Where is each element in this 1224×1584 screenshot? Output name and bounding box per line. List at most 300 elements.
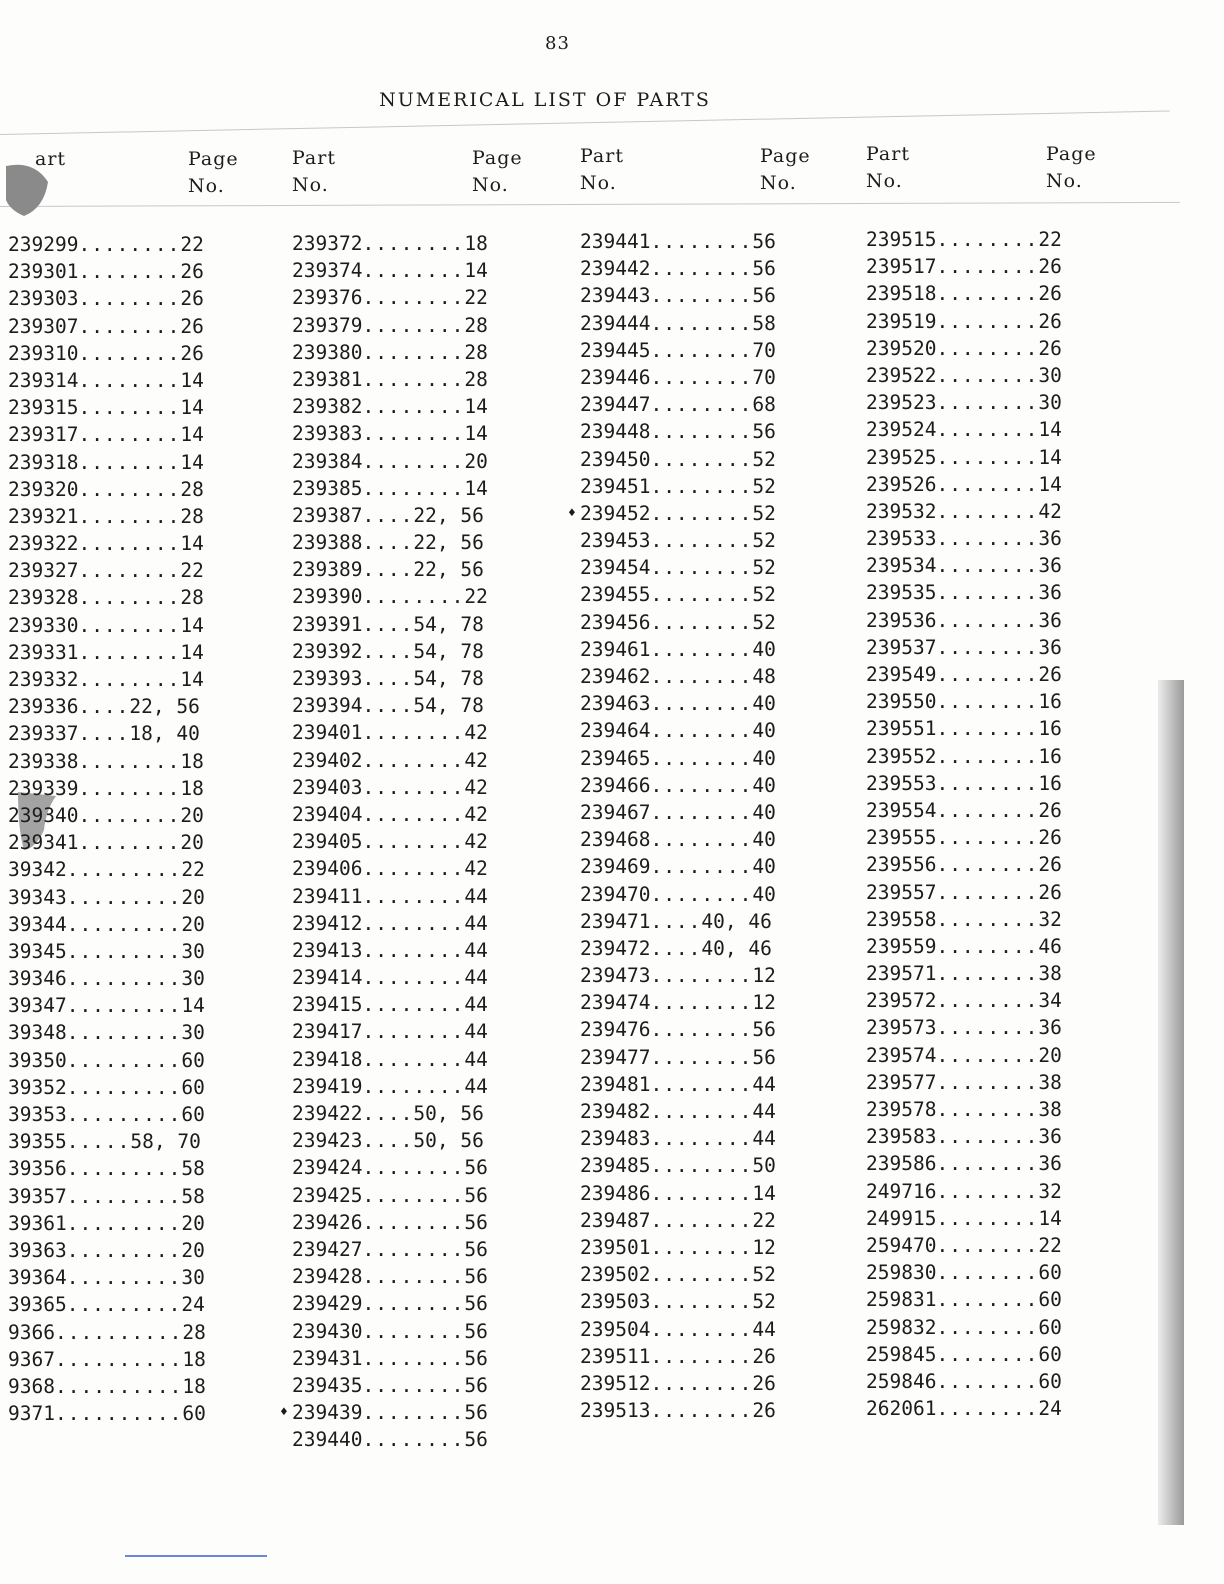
leader-dots: ........ <box>362 476 465 500</box>
header-part: Part No. <box>580 145 624 194</box>
list-item <box>580 853 842 880</box>
part-number: 239425 <box>292 1183 363 1207</box>
page-reference: 56 <box>752 257 776 281</box>
page-reference: 44 <box>752 1317 776 1341</box>
leader-dots: ........ <box>650 719 753 743</box>
leader-dots: ........ <box>362 1292 465 1316</box>
list-item <box>866 1042 1128 1069</box>
page-reference: 44 <box>464 911 488 935</box>
part-number: 239452 <box>580 501 651 525</box>
leader-dots: .......... <box>54 1402 183 1426</box>
list-item <box>292 1345 554 1372</box>
page-reference: 28 <box>180 477 204 501</box>
list-item <box>292 502 554 529</box>
page-reference: 36 <box>1038 635 1062 659</box>
list-item <box>8 340 270 367</box>
part-number: 259846 <box>866 1369 937 1393</box>
leader-dots: ........ <box>362 1319 465 1343</box>
list-item <box>8 1346 270 1373</box>
parts-list <box>866 226 1128 1422</box>
page-reference: 42 <box>1038 499 1062 523</box>
part-number: 239574 <box>866 1043 937 1067</box>
leader-dots: ........ <box>78 776 181 800</box>
part-number: 239572 <box>866 989 937 1013</box>
list-item <box>580 1288 842 1315</box>
part-number: 239327 <box>8 559 79 583</box>
part-number: 239328 <box>8 586 79 610</box>
part-number: 239502 <box>580 1263 651 1287</box>
part-number: 9367 <box>8 1347 55 1371</box>
list-item <box>866 661 1128 688</box>
page-reference: 14 <box>752 1181 776 1205</box>
leader-dots: .... <box>78 695 130 719</box>
page-reference: 28 <box>180 586 204 610</box>
part-number: 239402 <box>292 748 363 772</box>
leader-dots: ........ <box>78 504 181 528</box>
leader-dots: .... <box>362 612 414 636</box>
page-reference: 20 <box>181 885 205 909</box>
part-number: 39347 <box>8 994 67 1018</box>
leader-dots: ........ <box>936 445 1039 469</box>
list-item <box>866 416 1128 443</box>
leader-dots: ........ <box>78 368 181 392</box>
list-item <box>866 797 1128 824</box>
leader-dots: ........ <box>936 826 1039 850</box>
list-item <box>866 743 1128 770</box>
page-reference: 26 <box>1038 309 1062 333</box>
part-number: 239430 <box>292 1319 363 1343</box>
part-number: 239303 <box>8 287 79 311</box>
part-number: 239586 <box>866 1152 937 1176</box>
leader-dots: ........ <box>650 1100 753 1123</box>
list-item <box>292 1018 554 1045</box>
page-reference: 22, 56 <box>413 531 484 555</box>
part-number: 239553 <box>866 771 937 795</box>
page-reference: 68 <box>752 393 776 417</box>
page-reference: 14 <box>180 368 204 392</box>
part-number: 239389 <box>292 558 363 582</box>
part-number: 239414 <box>292 966 363 990</box>
page-reference: 44 <box>464 966 488 990</box>
list-item <box>580 473 842 500</box>
leader-dots: ........ <box>650 393 753 417</box>
part-number: 239448 <box>580 420 651 444</box>
leader-dots: ........ <box>362 938 465 962</box>
leader-dots: ........ <box>936 1261 1039 1285</box>
page-reference: 52 <box>752 501 776 525</box>
page-reference: 26 <box>1038 853 1062 877</box>
page-reference: 26 <box>1038 798 1062 822</box>
list-item <box>580 1125 842 1152</box>
page-reference: 28 <box>464 367 488 391</box>
leader-dots: ........ <box>362 259 465 283</box>
part-number: 239465 <box>580 746 651 770</box>
page-reference: 14 <box>180 668 204 691</box>
leader-dots: ......... <box>66 1075 182 1099</box>
leader-dots: ........ <box>650 501 753 525</box>
leader-dots: ........ <box>362 585 465 609</box>
column-4 <box>866 141 1128 1422</box>
part-number: 249915 <box>866 1206 937 1230</box>
page-reference: 50, 56 <box>413 1102 484 1125</box>
page-reference: 14 <box>181 994 205 1018</box>
page-reference: 44 <box>752 1072 776 1096</box>
part-number: 239469 <box>580 855 651 879</box>
list-item <box>866 226 1128 253</box>
list-item <box>8 1074 270 1101</box>
part-number: 39348 <box>8 1021 67 1045</box>
leader-dots: ........ <box>936 363 1039 387</box>
part-number: 239320 <box>8 477 79 501</box>
diamond-mark: ♦ <box>568 505 576 521</box>
leader-dots: ........ <box>650 1399 753 1423</box>
header-part: Part No. <box>866 143 910 192</box>
page-reference: 60 <box>1038 1342 1062 1366</box>
leader-dots: ......... <box>66 858 182 882</box>
list-item <box>866 933 1128 960</box>
leader-dots: ........ <box>936 1098 1039 1121</box>
part-number: 239403 <box>292 775 363 799</box>
leader-dots: ........ <box>936 1125 1039 1149</box>
page-reference: 14 <box>180 396 204 420</box>
leader-dots: ........ <box>936 934 1039 958</box>
part-number: 239394 <box>292 694 363 718</box>
page-reference: 30 <box>181 967 205 991</box>
page-reference: 38 <box>1038 1098 1062 1121</box>
page-reference: 44 <box>464 938 488 962</box>
part-number: 239445 <box>580 338 651 362</box>
page-reference: 18 <box>464 232 488 255</box>
list-item <box>866 1286 1128 1313</box>
part-number: 259832 <box>866 1315 937 1339</box>
leader-dots: ......... <box>66 994 182 1018</box>
leader-dots: ........ <box>362 1183 465 1207</box>
leader-dots: ........ <box>362 748 465 772</box>
list-item <box>580 1152 842 1179</box>
part-number: 239417 <box>292 1020 363 1044</box>
leader-dots: ........ <box>936 1070 1039 1094</box>
page-reference: 24 <box>181 1293 205 1317</box>
list-item <box>292 1073 554 1100</box>
leader-dots: .... <box>362 639 414 663</box>
leader-dots: ........ <box>78 423 181 447</box>
leader-dots: ........ <box>650 447 753 471</box>
leader-dots: .... <box>362 1102 414 1125</box>
list-item <box>8 313 270 340</box>
list-item <box>8 449 270 476</box>
part-number: 239314 <box>8 368 79 392</box>
part-number: 239477 <box>580 1045 651 1069</box>
leader-dots: ........ <box>936 663 1039 686</box>
leader-dots: ........ <box>650 1235 753 1259</box>
list-item <box>8 1400 270 1427</box>
leader-dots: ......... <box>66 1238 182 1262</box>
list-item <box>866 1395 1128 1422</box>
page-reference: 14 <box>464 395 488 419</box>
part-number: 239532 <box>866 499 937 523</box>
list-item <box>8 1019 270 1046</box>
leader-dots: ........ <box>362 1401 465 1425</box>
leader-dots: ........ <box>362 232 465 255</box>
part-number: 239427 <box>292 1237 363 1261</box>
list-item <box>866 879 1128 906</box>
leader-dots: ........ <box>78 532 181 556</box>
list-item <box>292 611 554 638</box>
part-number: 239525 <box>866 445 937 469</box>
part-number: 249716 <box>866 1179 937 1203</box>
part-number: 239464 <box>580 719 651 743</box>
list-item <box>866 389 1128 416</box>
leader-dots: ........ <box>78 668 181 691</box>
page-reference: 58 <box>181 1184 205 1208</box>
leader-dots: ........ <box>362 1047 465 1071</box>
list-item <box>8 1373 270 1400</box>
list-item <box>866 1314 1128 1341</box>
leader-dots: ..... <box>66 1130 131 1154</box>
part-number: 239471 <box>580 909 651 933</box>
part-number: 239557 <box>866 880 937 904</box>
list-item <box>866 851 1128 878</box>
leader-dots: ......... <box>66 1157 182 1181</box>
list-item <box>8 720 270 747</box>
part-number: 239482 <box>580 1100 651 1123</box>
leader-dots: ........ <box>650 855 753 879</box>
page-reference: 56 <box>752 1045 776 1069</box>
list-item <box>292 1154 554 1181</box>
part-number: 239405 <box>292 830 363 854</box>
page-reference: 56 <box>464 1428 488 1452</box>
list-item <box>866 1069 1128 1096</box>
list-item <box>580 881 842 908</box>
page-reference: 54, 78 <box>413 667 484 690</box>
part-number: 239534 <box>866 554 937 578</box>
list-item <box>292 883 554 910</box>
part-number: 239339 <box>8 776 79 800</box>
leader-dots: ........ <box>362 966 465 990</box>
part-number: 239511 <box>580 1344 651 1368</box>
page-reference: 52 <box>752 529 776 553</box>
list-item <box>580 581 842 608</box>
part-number: 239315 <box>8 396 79 420</box>
part-number: 239423 <box>292 1129 363 1153</box>
page-reference: 44 <box>464 1020 488 1044</box>
part-number: 239418 <box>292 1047 363 1071</box>
leader-dots: ........ <box>650 665 753 688</box>
list-item <box>8 258 270 285</box>
page-title: NUMERICAL LIST OF PARTS <box>379 89 711 111</box>
page-reference: 32 <box>1038 907 1062 931</box>
page-reference: 20 <box>464 449 488 473</box>
bottom-line-mark <box>125 1555 267 1557</box>
part-number: 239551 <box>866 717 937 741</box>
leader-dots: ........ <box>650 1263 753 1287</box>
list-item <box>580 826 842 853</box>
part-number: 239481 <box>580 1072 651 1096</box>
list-item <box>8 992 270 1019</box>
list-item <box>866 308 1128 335</box>
list-item <box>866 1123 1128 1150</box>
page-reference: 44 <box>464 993 488 1017</box>
list-item <box>580 282 842 309</box>
leader-dots: ........ <box>78 749 181 773</box>
leader-dots: ........ <box>936 690 1039 714</box>
column-header <box>8 146 270 206</box>
page-reference: 22 <box>752 1208 776 1232</box>
part-number: 239412 <box>292 911 363 935</box>
leader-dots: ........ <box>362 775 465 799</box>
list-item <box>866 688 1128 715</box>
part-number: 239515 <box>866 228 937 251</box>
page-reference: 52 <box>752 1290 776 1314</box>
page-reference: 26 <box>752 1399 776 1423</box>
list-item <box>292 774 554 801</box>
leader-dots: ........ <box>650 365 753 389</box>
leader-dots: ........ <box>936 1152 1039 1176</box>
leader-dots: ........ <box>936 309 1039 333</box>
page-reference: 22 <box>180 233 204 256</box>
part-number: 239573 <box>866 1016 937 1040</box>
leader-dots: ........ <box>650 882 753 906</box>
page-reference: 26 <box>1038 880 1062 904</box>
part-number: 239451 <box>580 474 651 498</box>
page-reference: 38 <box>1038 1070 1062 1094</box>
list-item <box>8 938 270 965</box>
header-page: Page No. <box>760 145 811 194</box>
page-reference: 14 <box>180 640 204 664</box>
list-item <box>8 775 270 802</box>
leader-dots: ......... <box>66 912 182 936</box>
page-reference: 36 <box>1038 608 1062 632</box>
leader-dots: ........ <box>650 610 753 634</box>
list-item <box>580 337 842 364</box>
part-number: 239310 <box>8 341 79 365</box>
list-item <box>8 1101 270 1128</box>
leader-dots: ......... <box>66 1184 182 1208</box>
leader-dots: .... <box>362 558 414 582</box>
list-item <box>8 965 270 992</box>
list-item <box>8 1210 270 1237</box>
page-reference: 52 <box>752 447 776 471</box>
list-item <box>292 638 554 665</box>
leader-dots: ........ <box>78 831 181 855</box>
list-item <box>866 1205 1128 1232</box>
list-item <box>866 525 1128 552</box>
page-reference: 52 <box>752 474 776 498</box>
list-item <box>8 802 270 829</box>
part-number: 39352 <box>8 1075 67 1099</box>
leader-dots: ........ <box>362 1265 465 1289</box>
leader-dots: .... <box>362 667 414 690</box>
part-number: 239387 <box>292 503 363 527</box>
page-reference: 42 <box>464 775 488 799</box>
leader-dots: ........ <box>936 1233 1039 1257</box>
page-reference: 42 <box>464 748 488 772</box>
leader-dots: .... <box>650 909 702 933</box>
page-reference: 28 <box>464 313 488 337</box>
leader-dots: ........ <box>78 477 181 501</box>
leader-dots: ........ <box>650 1344 753 1368</box>
part-number: 259470 <box>866 1233 937 1257</box>
page-reference: 40 <box>752 882 776 906</box>
leader-dots: ........ <box>362 422 465 446</box>
leader-dots: .... <box>362 694 414 718</box>
part-number: 239472 <box>580 936 651 960</box>
leader-dots: ........ <box>650 773 753 797</box>
page-reference: 58 <box>752 311 776 335</box>
leader-dots: ........ <box>650 991 753 1015</box>
page-reference: 26 <box>752 1371 776 1395</box>
part-number: 239374 <box>292 259 363 283</box>
part-number: 239380 <box>292 340 363 364</box>
list-item <box>292 1182 554 1209</box>
page-reference: 60 <box>181 1075 205 1099</box>
list-item <box>292 665 554 692</box>
page-reference: 22, 56 <box>413 503 484 527</box>
page-reference: 20 <box>180 831 204 855</box>
part-number: 239523 <box>866 391 937 415</box>
leader-dots: ........ <box>936 527 1039 551</box>
leader-dots: ........ <box>936 989 1039 1013</box>
leader-dots: ........ <box>78 803 181 827</box>
page-reference: 56 <box>464 1292 488 1316</box>
part-number: 239444 <box>580 311 651 335</box>
part-number: 239442 <box>580 257 651 281</box>
part-number: 239583 <box>866 1125 937 1149</box>
part-number: 239332 <box>8 668 79 691</box>
page-reference: 36 <box>1038 1152 1062 1176</box>
page-reference: 12 <box>752 991 776 1015</box>
part-number: 239392 <box>292 639 363 663</box>
leader-dots: ........ <box>362 1156 465 1180</box>
leader-dots: ........ <box>362 1020 465 1044</box>
part-number: 259831 <box>866 1288 937 1312</box>
list-item <box>8 1319 270 1346</box>
column-header <box>580 143 842 203</box>
page-reference: 12 <box>752 964 776 988</box>
page-reference: 22 <box>1038 228 1062 251</box>
list-item <box>292 1426 554 1453</box>
part-number: 39344 <box>8 912 67 936</box>
page-reference: 60 <box>1038 1369 1062 1393</box>
part-number: 239379 <box>292 313 363 337</box>
part-number: 239450 <box>580 447 651 471</box>
part-number: 239301 <box>8 260 79 284</box>
part-number: 39365 <box>8 1293 67 1317</box>
page-reference: 36 <box>1038 581 1062 605</box>
leader-dots: ........ <box>936 1397 1039 1421</box>
leader-dots: ........ <box>362 1373 465 1397</box>
page-reference: 56 <box>464 1183 488 1207</box>
page-reference: 60 <box>182 1402 206 1426</box>
page-reference: 30 <box>1038 391 1062 415</box>
part-number: 9368 <box>8 1374 55 1398</box>
part-number: 239441 <box>580 230 651 253</box>
page-reference: 56 <box>752 1018 776 1042</box>
list-item <box>866 552 1128 579</box>
part-number: 239519 <box>866 309 937 333</box>
part-number: 239513 <box>580 1399 651 1423</box>
part-number: 239447 <box>580 393 651 417</box>
leader-dots: ........ <box>936 880 1039 904</box>
page-reference: 40 <box>752 719 776 743</box>
leader-dots: ........ <box>650 828 753 852</box>
list-item <box>580 554 842 581</box>
leader-dots: ........ <box>936 771 1039 795</box>
leader-dots: ........ <box>362 340 465 364</box>
part-number: 39363 <box>8 1238 67 1262</box>
part-number: 239455 <box>580 583 651 607</box>
list-item <box>8 503 270 530</box>
